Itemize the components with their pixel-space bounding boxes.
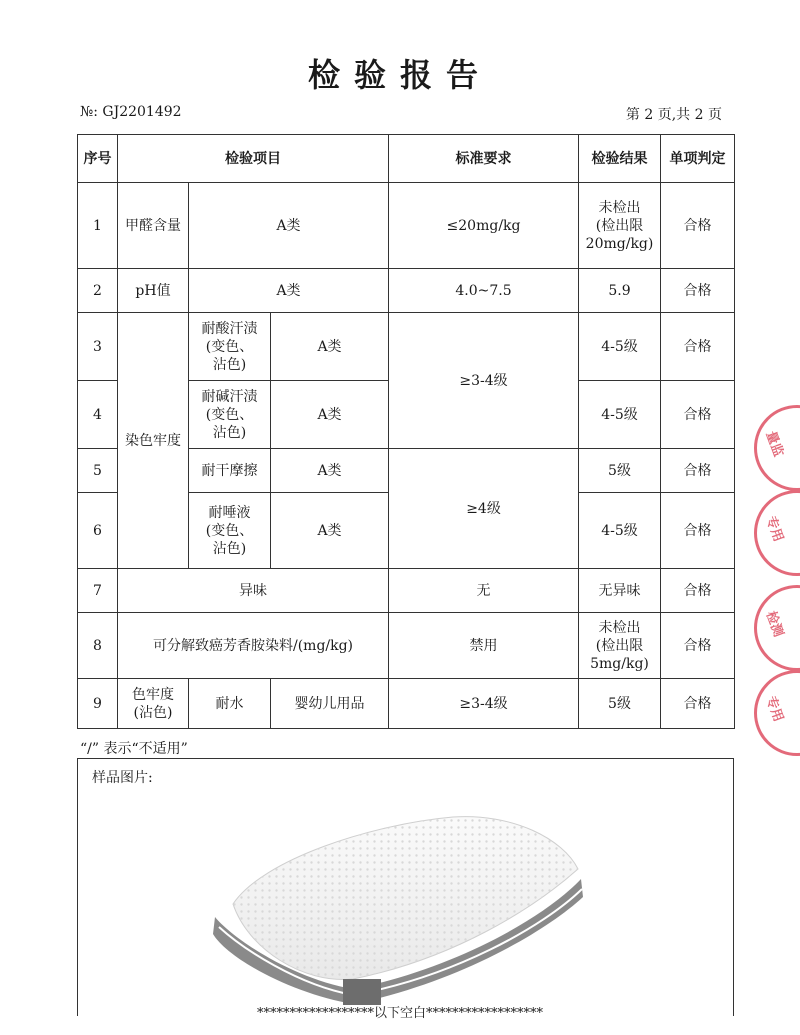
requirement: ≥3-4级 <box>389 679 579 729</box>
page-info: 第 2 页,共 2 页 <box>625 107 722 123</box>
sub-item-line: 耐碱汗渍 <box>201 388 258 405</box>
result-line: 未检出 <box>598 199 641 216</box>
requirement: 4.0~7.5 <box>389 269 579 313</box>
sub-item-line: (变色、 <box>205 522 254 539</box>
group-name: 染色牢度 <box>118 313 189 569</box>
verdict: 合格 <box>661 449 735 493</box>
result-line: 5mg/kg) <box>590 655 649 672</box>
verdict: 合格 <box>661 381 735 449</box>
row-number: 5 <box>78 449 118 493</box>
seal-stamp: 专用 <box>754 670 800 756</box>
sub-item-line: 耐唾液 <box>208 504 251 521</box>
sub-item-line: (变色、 <box>205 338 254 355</box>
item-class: A类 <box>189 183 389 269</box>
sub-item <box>189 381 271 449</box>
pillow-photo <box>203 789 603 1009</box>
sub-item-line: 沾色) <box>212 356 247 373</box>
row-number: 9 <box>78 679 118 729</box>
table-row <box>78 183 735 269</box>
seal-stamp: 量监 <box>754 405 800 491</box>
sub-item-line: 沾色) <box>212 424 247 441</box>
result: 4-5级 <box>579 381 661 449</box>
photo-label: 样品图片: <box>92 770 153 786</box>
row-number: 1 <box>78 183 118 269</box>
table-row <box>78 679 735 729</box>
verdict: 合格 <box>661 493 735 569</box>
result-line: 20mg/kg) <box>585 235 654 252</box>
header-no: 序号 <box>78 135 118 183</box>
row-number: 6 <box>78 493 118 569</box>
item-class: A类 <box>271 313 389 381</box>
table-row <box>78 269 735 313</box>
result: 5.9 <box>579 269 661 313</box>
header-requirement: 标准要求 <box>389 135 579 183</box>
row-number: 7 <box>78 569 118 613</box>
result <box>579 183 661 269</box>
blank-below-footer: ******************以下空白****************** <box>256 1006 543 1021</box>
item-name: 异味 <box>118 569 389 613</box>
item-class: A类 <box>189 269 389 313</box>
requirement: ≥4级 <box>389 449 579 569</box>
item-name <box>118 679 189 729</box>
verdict: 合格 <box>661 679 735 729</box>
sub-item: 耐干摩擦 <box>189 449 271 493</box>
verdict: 合格 <box>661 613 735 679</box>
seal-stamp: 专用 <box>754 490 800 576</box>
verdict: 合格 <box>661 569 735 613</box>
sample-photo-box <box>77 758 734 1016</box>
seal-stamp: 检测 <box>754 585 800 671</box>
sub-item: 耐水 <box>189 679 271 729</box>
item-class: A类 <box>271 449 389 493</box>
sub-item <box>189 493 271 569</box>
row-number: 3 <box>78 313 118 381</box>
item-class: A类 <box>271 381 389 449</box>
result: 4-5级 <box>579 493 661 569</box>
result: 5级 <box>579 449 661 493</box>
table-header-row <box>78 135 735 183</box>
item-name-line: 色牢度 <box>132 686 174 703</box>
result <box>579 613 661 679</box>
row-number: 8 <box>78 613 118 679</box>
item-name: pH值 <box>118 269 189 313</box>
requirement: ≥3-4级 <box>389 313 579 449</box>
verdict: 合格 <box>661 313 735 381</box>
report-title: 检验报告 <box>307 56 492 94</box>
requirement: 禁用 <box>389 613 579 679</box>
sub-item-line: 耐酸汗渍 <box>201 320 258 337</box>
item-name: 可分解致癌芳香胺染料/(mg/kg) <box>118 613 389 679</box>
item-name-line: (沾色) <box>133 704 173 721</box>
table-row <box>78 569 735 613</box>
item-name: 甲醛含量 <box>118 183 189 269</box>
inspection-table <box>77 134 735 729</box>
sub-item-line: (变色、 <box>205 406 254 423</box>
row-number: 2 <box>78 269 118 313</box>
result: 5级 <box>579 679 661 729</box>
result-line: (检出限 <box>595 217 644 234</box>
report-number: №: GJ2201492 <box>80 104 182 120</box>
item-class: 婴幼儿用品 <box>271 679 389 729</box>
row-number: 4 <box>78 381 118 449</box>
header-result: 检验结果 <box>579 135 661 183</box>
verdict: 合格 <box>661 183 735 269</box>
requirement: 无 <box>389 569 579 613</box>
verdict: 合格 <box>661 269 735 313</box>
result-line: (检出限 <box>595 637 644 654</box>
result: 无异味 <box>579 569 661 613</box>
result-line: 未检出 <box>598 619 641 636</box>
sub-item <box>189 313 271 381</box>
not-applicable-note: “/” 表示“不适用” <box>80 741 188 757</box>
result: 4-5级 <box>579 313 661 381</box>
item-class: A类 <box>271 493 389 569</box>
table-row <box>78 313 735 381</box>
header-item: 检验项目 <box>118 135 389 183</box>
requirement: ≤20mg/kg <box>389 183 579 269</box>
table-row <box>78 613 735 679</box>
header-verdict: 单项判定 <box>661 135 735 183</box>
sub-item-line: 沾色) <box>212 540 247 557</box>
